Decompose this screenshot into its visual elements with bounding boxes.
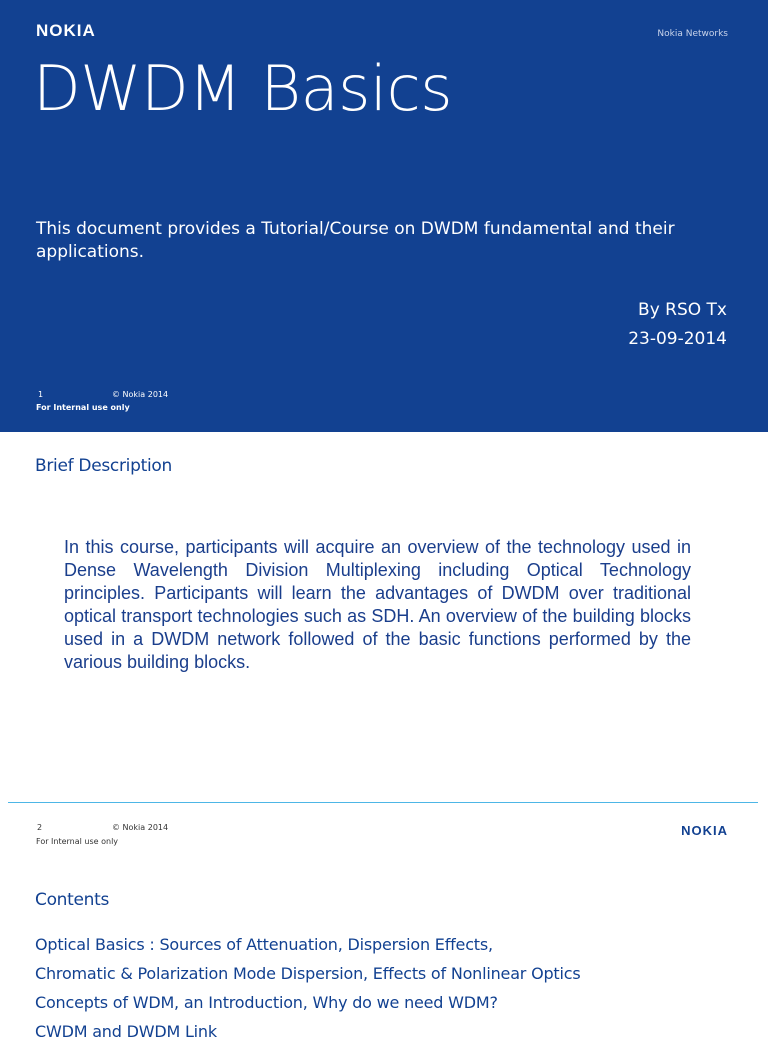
page-number: 2: [37, 823, 43, 832]
section-heading: Contents: [35, 890, 110, 910]
section-heading: Brief Description: [35, 456, 172, 476]
list-item: Chromatic & Polarization Mode Dispersion, Effects of Nonlinear Optics: [35, 964, 581, 983]
list-item: Optical Basics : Sources of Attenuation, Dispersion Effects,: [35, 935, 493, 954]
contents-slide: [0, 852, 768, 1041]
description-slide: [0, 432, 768, 852]
description-paragraph: In this course, participants will acquire an overview of the technology used in Dense Wavelength Division Multiplexing including Optical Technology principles. Participants will learn the advantages of DWDM over traditional optical transport technologies such as SDH. An overview of the building blocks used in a DWDM network followed of the basic functions performed by the various building blocks.: [64, 537, 691, 672]
list-item: Concepts of WDM, an Introduction, Why do we need WDM?: [35, 993, 498, 1012]
slide-description: This document provides a Tutorial/Course on DWDM fundamental and their applications.: [36, 219, 675, 262]
title-slide: [0, 0, 768, 432]
contents-list: [35, 930, 755, 1046]
page-number: 1: [38, 390, 44, 399]
classification-text: For Internal use only: [36, 403, 130, 412]
copyright-text: © Nokia 2014: [112, 823, 169, 832]
classification-text: For Internal use only: [36, 837, 119, 846]
author-label: By RSO Tx: [638, 300, 727, 320]
date-label: 23-09-2014: [628, 329, 727, 349]
slide-title: DWDM Basics: [33, 52, 452, 125]
corner-label: Nokia Networks: [657, 29, 728, 39]
copyright-text: © Nokia 2014: [112, 390, 169, 399]
nokia-logo: NOKIA: [36, 21, 96, 40]
footer-divider: [8, 802, 758, 803]
list-item: CWDM and DWDM Link: [35, 1022, 217, 1041]
nokia-logo: NOKIA: [681, 823, 728, 838]
